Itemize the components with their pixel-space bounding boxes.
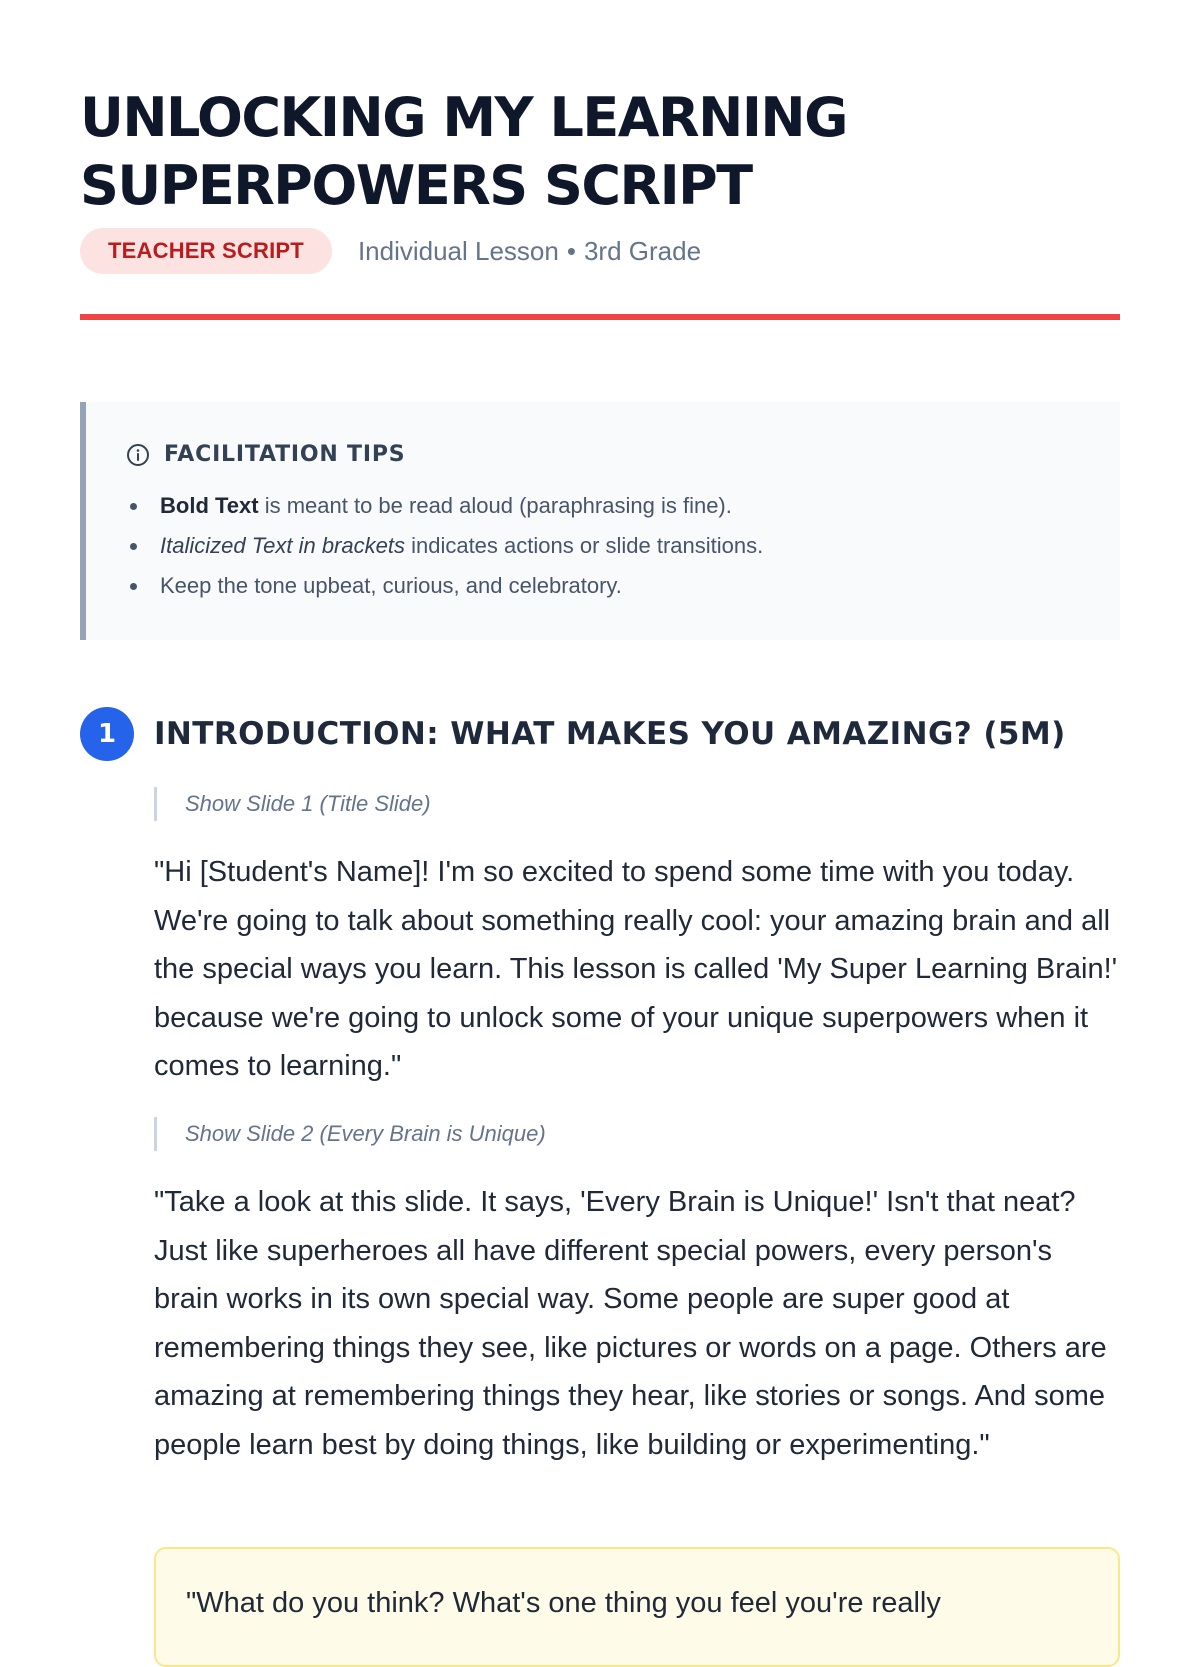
tips-heading-label: FACILITATION TIPS (164, 442, 406, 467)
list-item (126, 526, 763, 566)
lesson-meta (358, 236, 701, 267)
section-number-badge: 1 (80, 707, 134, 761)
header-divider (80, 314, 1120, 320)
script-paragraph: "Hi [Student's Name]! I'm so excited to spend some time with you today. We're going to talk about something really cool: your amazing brain and all the special ways you learn. This lesson is called 'My Super Learning Brain!' because we're going to unlock some of your unique superpowers when it comes to learning." (154, 856, 1118, 1082)
lesson-type: Individual Lesson (357, 235, 559, 266)
info-icon (126, 443, 150, 467)
teacher-script-badge: TEACHER SCRIPT (80, 228, 332, 274)
tip-text: Keep the tone upbeat, curious, and celebratory. (160, 573, 622, 598)
list-item (126, 566, 763, 606)
list-item (126, 486, 763, 526)
tip-emphasis: Bold Text (160, 493, 259, 518)
facilitation-tips-box (80, 402, 1120, 640)
grade-level: 3rd Grade (583, 235, 702, 266)
section-heading (80, 707, 1066, 761)
tip-text: indicates actions or slide transitions. (404, 533, 764, 558)
discussion-callout: "What do you think? What's one thing you feel you're really (154, 1547, 1120, 1667)
stage-direction: Show Slide 2 (Every Brain is Unique) (154, 1117, 1114, 1151)
tip-text: is meant to be read aloud (paraphrasing is fine). (258, 493, 732, 518)
tip-emphasis: Italicized Text in brackets (160, 533, 405, 558)
stage-direction: Show Slide 1 (Title Slide) (154, 787, 1114, 821)
script-paragraph: "Take a look at this slide. It says, 'Every Brain is Unique!' Isn't that neat? Just like superheroes all have different special powers, every person's brain works in its own special way. Some people are super good at remembering things they see, like pictures or words on a page. Others are amazing at remembering things they hear, like stories or songs. And some people learn best by doing things, like building or experimenting." (154, 1186, 1107, 1461)
meta-row (80, 228, 701, 274)
page-title: UNLOCKING MY LEARNING SUPERPOWERS SCRIPT (80, 86, 847, 217)
meta-separator: • (566, 235, 576, 266)
section-title: INTRODUCTION: WHAT MAKES YOU AMAZING? (5M) (154, 716, 1066, 752)
tips-heading (126, 442, 405, 467)
tips-list (126, 486, 763, 606)
